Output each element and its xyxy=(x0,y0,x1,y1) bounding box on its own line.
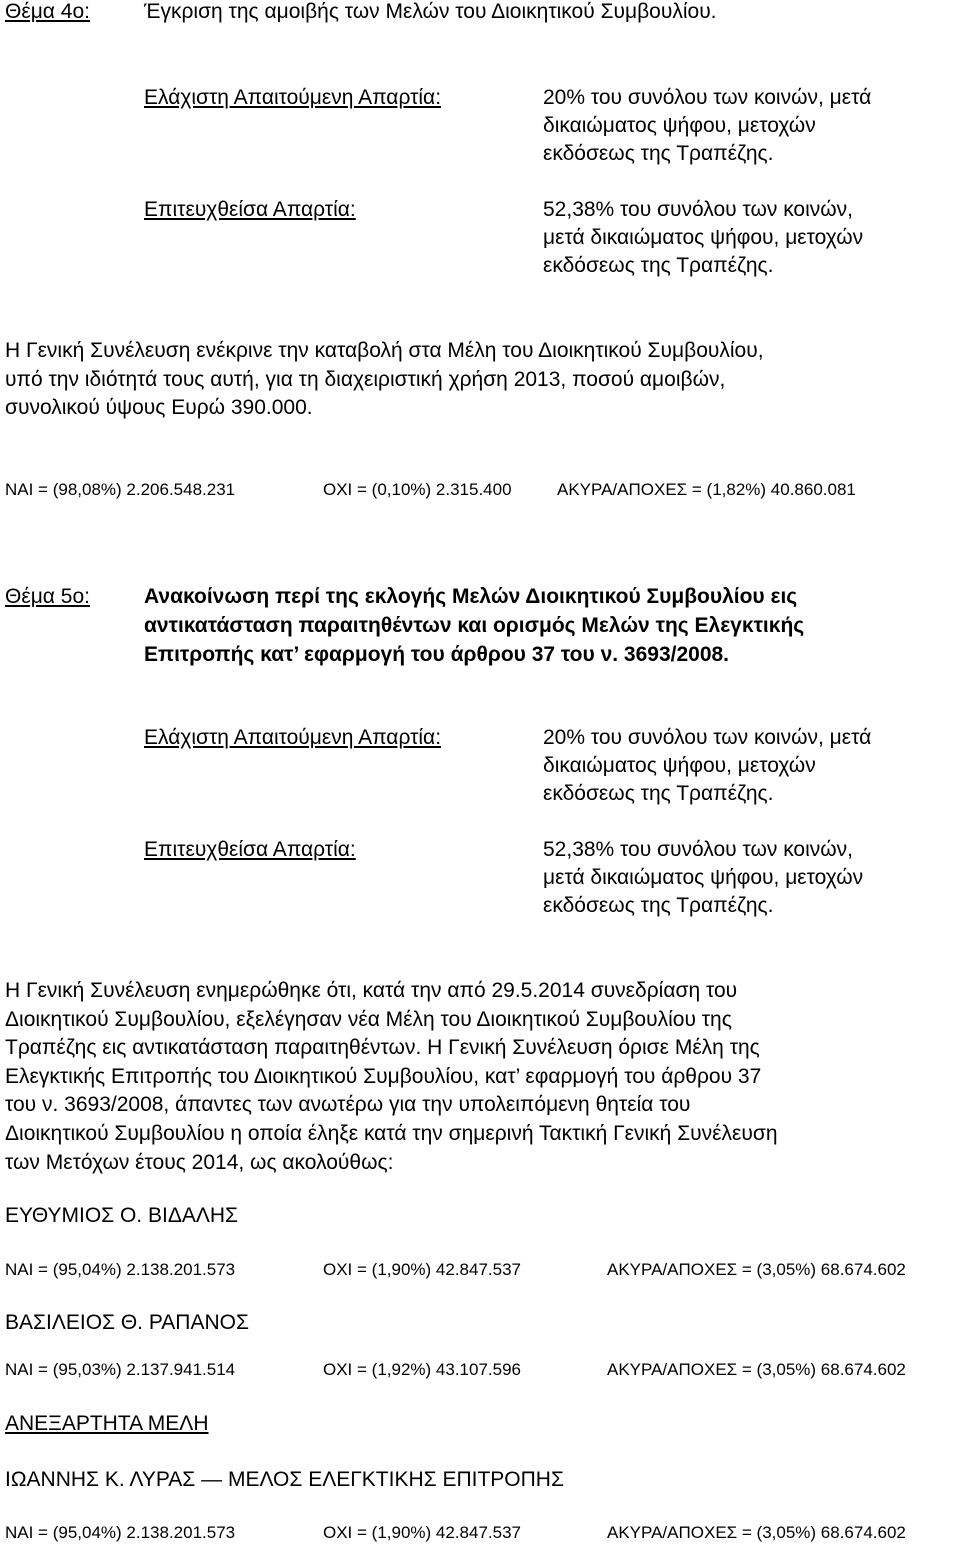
topic5-title-line: Ανακοίνωση περί της εκλογής Μελών Διοικητικού Συμβουλίου εις xyxy=(144,585,798,608)
topic5-body-line: Τραπέζης εις αντικατάσταση παραιτηθέντων. Η Γενική Συνέλευση όρισε Μέλη της xyxy=(5,1036,760,1060)
topic4-achieved-quorum-line: 52,38% του συνόλου των κοινών, xyxy=(543,198,854,221)
topic5-body-line: των Μετόχων έτους 2014, ως ακολούθως: xyxy=(5,1150,394,1174)
topic5-achieved-quorum-label: Επιτευχθείσα Απαρτία: xyxy=(144,838,356,861)
topic4-vote-no: ΟΧΙ = (0,10%) 2.315.400 xyxy=(323,480,512,499)
topic5-achieved-quorum-line: 52,38% του συνόλου των κοινών, xyxy=(543,838,854,861)
topic5-label: Θέμα 5ο: xyxy=(5,585,90,608)
topic4-vote-yes: ΝΑΙ = (98,08%) 2.206.548.231 xyxy=(5,480,236,499)
topic5-min-quorum-line: δικαιώματος ψήφου, μετοχών xyxy=(543,754,816,777)
member-name: ΒΑΣΙΛΕΙΟΣ Θ. ΡΑΠΑΝΟΣ xyxy=(5,1311,249,1334)
topic5-body-line: Ελεγκτικής Επιτροπής του Διοικητικού Συμβουλίου, κατ’ εφαρμογή του άρθρου 37 xyxy=(5,1064,762,1088)
topic4-achieved-quorum-line: εκδόσεως της Τραπέζης. xyxy=(543,254,774,277)
topic5-min-quorum-line: εκδόσεως της Τραπέζης. xyxy=(543,782,774,805)
member-vote-abstain: ΑΚΥΡΑ/ΑΠΟΧΕΣ = (3,05%) 68.674.602 xyxy=(607,1260,906,1279)
topic5-min-quorum-line: 20% του συνόλου των κοινών, μετά xyxy=(543,726,872,749)
independent-member-vote-no: ΟΧΙ = (1,90%) 42.847.537 xyxy=(323,1523,521,1542)
topic4-title: Έγκριση της αμοιβής των Μελών του Διοικητικού Συμβουλίου. xyxy=(144,0,717,23)
member-vote-yes: ΝΑΙ = (95,03%) 2.137.941.514 xyxy=(5,1360,236,1379)
topic5-body-line: Διοικητικού Συμβουλίου η οποία έληξε κατά την σημερινή Τακτική Γενική Συνέλευση xyxy=(5,1121,778,1145)
topic4-min-quorum-line: 20% του συνόλου των κοινών, μετά xyxy=(543,86,872,109)
topic4-label: Θέμα 4ο: xyxy=(5,0,90,23)
topic5-body-line: του ν. 3693/2008, άπαντες των ανωτέρω για την υπολειπόμενη θητεία του xyxy=(5,1093,691,1117)
topic5-title-line: αντικατάσταση παραιτηθέντων και ορισμός Μελών της Ελεγκτικής xyxy=(144,614,805,637)
topic4-body-line: συνολικού ύψους Ευρώ 390.000. xyxy=(5,396,313,420)
topic5-title-line: Επιτροπής κατ’ εφαρμογή του άρθρου 37 του ν. 3693/2008. xyxy=(144,643,730,666)
topic4-vote-abstain: ΑΚΥΡΑ/ΑΠΟΧΕΣ = (1,82%) 40.860.081 xyxy=(557,480,856,499)
member-vote-abstain: ΑΚΥΡΑ/ΑΠΟΧΕΣ = (3,05%) 68.674.602 xyxy=(607,1360,906,1379)
topic4-min-quorum-line: δικαιώματος ψήφου, μετοχών xyxy=(543,114,816,137)
member-vote-no: ΟΧΙ = (1,92%) 43.107.596 xyxy=(323,1360,521,1379)
topic5-body xyxy=(5,977,955,1177)
topic5-achieved-quorum-line: εκδόσεως της Τραπέζης. xyxy=(543,894,774,917)
member-vote-yes: ΝΑΙ = (95,04%) 2.138.201.573 xyxy=(5,1260,236,1279)
topic4-body-line: Η Γενική Συνέλευση ενέκρινε την καταβολή στα Μέλη του Διοικητικού Συμβουλίου, xyxy=(5,339,764,362)
topic5-min-quorum-label: Ελάχιστη Απαιτούμενη Απαρτία: xyxy=(144,726,442,749)
topic4-achieved-quorum-line: μετά δικαιώματος ψήφου, μετοχών xyxy=(543,226,864,249)
topic5-body-line: Η Γενική Συνέλευση ενημερώθηκε ότι, κατά την από 29.5.2014 συνεδρίαση του xyxy=(5,979,738,1002)
topic5-achieved-quorum-line: μετά δικαιώματος ψήφου, μετοχών xyxy=(543,866,864,889)
topic4-min-quorum-line: εκδόσεως της Τραπέζης. xyxy=(543,142,774,165)
independent-member-vote-yes: ΝΑΙ = (95,04%) 2.138.201.573 xyxy=(5,1523,236,1542)
topic5-body-line: Διοικητικού Συμβουλίου, εξελέγησαν νέα Μέλη του Διοικητικού Συμβουλίου της xyxy=(5,1007,732,1031)
topic4-body-line: υπό την ιδιότητά τους αυτή, για τη διαχειριστική χρήση 2013, ποσού αμοιβών, xyxy=(5,367,726,391)
member-name: ΕΥΘΥΜΙΟΣ Ο. ΒΙΔΑΛΗΣ xyxy=(5,1204,239,1227)
topic4-body xyxy=(5,337,955,423)
member-vote-no: ΟΧΙ = (1,90%) 42.847.537 xyxy=(323,1260,521,1279)
independent-member-name: ΙΩΑΝΝΗΣ Κ. ΛΥΡΑΣ — ΜΕΛΟΣ ΕΛΕΓΚΤΙΚΗΣ ΕΠΙΤΡΟΠΗΣ xyxy=(5,1468,564,1491)
independent-member-vote-abstain: ΑΚΥΡΑ/ΑΠΟΧΕΣ = (3,05%) 68.674.602 xyxy=(607,1523,906,1542)
topic4-min-quorum-label: Ελάχιστη Απαιτούμενη Απαρτία: xyxy=(144,86,442,109)
independent-members-heading: ΑΝΕΞΑΡΤΗΤΑ ΜΕΛΗ xyxy=(5,1412,209,1435)
topic4-achieved-quorum-label: Επιτευχθείσα Απαρτία: xyxy=(144,198,356,221)
